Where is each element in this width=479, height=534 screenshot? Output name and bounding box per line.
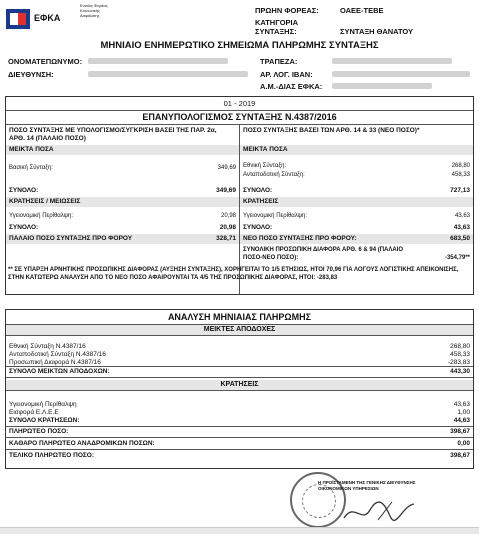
iban-redacted [332,71,470,77]
health-value: 43,63 [453,401,470,408]
new-amount-label: ΝΕΟ ΠΟΣΟ ΣΥΝΤΑΞΗΣ ΠΡΟ ΦΟΡΟΥ: [243,235,357,242]
eae-value: 1,00 [457,409,470,416]
recalc-box [5,96,474,295]
right-gross-total: 727,13 [450,187,470,194]
personal-diff-note: ** ΣΕ ΥΠΑΡΞΗ ΑΡΝΗΤΙΚΗΣ ΠΡΟΣΩΠΙΚΗΣ ΔΙΑΦΟΡΑΣ (ΑΥΞΗΣΗ ΣΥΝΤΑΞΗΣ), ΧΟΡΗΓΕΙΤΑΙ ΤΟ 1/5 ΕΤΗΣΙΩΣ, ΗΤΟΙ 70,96 ΓΙΑ ΛΟΓΟΥΣ ΛΟΓΙΣΤΙΚΗΣ ΑΠΕΙΚΟΝΙΣΗΣ, ΣΤΗΝ ΚΑΤΩΤΕΡΩ ΑΝΑΛΥΣΗ ΑΠΟ ΤΟ ΝΕΟ ΠΟΣΟ ΑΦΑΙΡΟΥΝΤΑΙ ΤΑ 4/5 ΤΗΣ ΠΡΟΣΩΠΙΚΗΣ ΔΙΑΦΟΡΑΣ, ΗΤΟΙ: -283,83 [8,267,459,281]
final-label: ΤΕΛΙΚΟ ΠΛΗΡΩΤΕΟ ΠΟΣΟ: [9,452,95,459]
right-health-label: Υγειονομική Περίθαλψη: [243,213,308,219]
personal-label: Προσωπική Διαφορά Ν.4387/16 [9,359,101,366]
right-gross-label: ΜΕΙΚΤΑ ΠΟΣΑ [243,146,288,153]
page-title: ΜΗΝΙΑΙΟ ΕΝΗΜΕΡΩΤΙΚΟ ΣΗΜΕΙΩΜΑ ΠΛΗΡΩΜΗΣ ΣΥΝΤΑΞΗΣ [100,40,379,51]
deduct-total-label: ΣΥΝΟΛΟ ΚΡΑΤΗΣΕΩΝ: [9,417,80,424]
left-basic-value: 349,69 [217,165,236,171]
category-value: ΣΥΝΤΑΞΗ ΘΑΝΑΤΟΥ [340,27,414,36]
national-label: Εθνική Σύνταξη Ν.4387/16 [9,343,86,350]
category-label: ΚΑΤΗΓΟΡΙΑ ΣΥΝΤΑΞΗΣ: [255,18,299,36]
left-deduct-total: 20,98 [219,224,236,231]
health-label: Υγειονομική Περίθαλψη [9,401,77,408]
eae-label: Εισφορά Ε.Λ.Ε.Ε [9,409,59,416]
diff-value: -354,79** [444,255,470,261]
deduct-total-value: 44,63 [453,417,470,424]
right-head: ΠΟΣΟ ΣΥΝΤΑΞΗΣ ΒΑΣΕΙ ΤΩΝ ΑΡΘ. 14 & 33 (ΝΕΟ ΠΟΣΟ)* [243,127,420,134]
right-deduct-label: ΚΡΑΤΗΣΕΙΣ [243,198,279,205]
old-amount-value: 328,71 [216,235,236,242]
first-body-value: ΟΑΕΕ-ΤΕΒΕ [340,6,384,15]
final-value: 398,67 [450,452,470,459]
period: 01 - 2019 [223,99,256,108]
contrib-value: 458,33 [450,351,470,358]
retro-label: ΚΑΘΑΡΟ ΠΛΗΡΩΤΕΟ ΑΝΑΔΡΟΜΙΚΩΝ ΠΟΣΩΝ: [9,440,155,447]
left-gross-label: ΜΕΙΚΤΑ ΠΟΣΑ [9,146,54,153]
right-deduct-total: 43,63 [453,224,470,231]
address-label: ΔΙΕΥΘΥΝΣΗ: [8,70,54,79]
logo-name: ΕΦΚΑ [34,13,61,23]
first-body-label: ΠΡΩΗΝ ΦΟΡΕΑΣ: [255,6,319,15]
analysis-box [5,309,474,469]
diff-label: ΣΥΝΟΛΙΚΗ ΠΡΟΣΩΠΙΚΗ ΔΙΑΦΟΡΑ ΑΡΘ. 6 & 94 (ΠΑΛΑΙΟ ΠΟΣΟ-ΝΕΟ ΠΟΣΟ): [243,247,404,261]
address-redacted [88,71,248,77]
right-national-value: 268,80 [451,163,470,169]
left-health-label: Υγειονομική Περίθαλψη: [9,213,74,219]
gross-total-label: ΣΥΝΟΛΟ ΜΕΙΚΤΩΝ ΑΠΟΔΟΧΩΝ: [9,368,110,375]
signature-text: Η ΠΡΟΪΣΤΑΜΕΝΗ ΤΗΣ ΓΕΝΙΚΗΣ ΔΙΕΥΘΥΝΣΗΣ ΟΙΚΟΝΟΜΙΚΩΝ ΥΠΗΡΕΣΙΩΝ [318,480,416,491]
left-gross-total-label: ΣΥΝΟΛΟ: [9,187,39,194]
efka-logo-icon [6,9,30,29]
signature [340,498,420,524]
amka-redacted [332,83,432,89]
left-health-value: 20,98 [220,213,236,219]
iban-label: ΑΡ. ΛΟΓ. IBAN: [260,70,313,79]
name-label: ΟΝΟΜΑΤΕΠΩΝΥΜΟ: [8,57,83,66]
first-body-line [255,6,384,15]
national-value: 268,80 [450,343,470,350]
gross-total-value: 443,30 [450,368,470,375]
left-deduct-total-label: ΣΥΝΟΛΟ: [9,224,39,231]
left-basic-label: Βασική Σύνταξη: [9,165,53,171]
gross-title: ΜΕΙΚΤΕΣ ΑΠΟΔΟΧΕΣ [203,326,276,333]
right-contrib-value: 458,33 [451,172,470,178]
right-health-value: 43,63 [454,213,470,219]
right-national-label: Εθνική Σύνταξη: [243,163,287,169]
bank-label: ΤΡΑΠΕΖΑ: [260,57,298,66]
old-amount-label: ΠΑΛΑΙΟ ΠΟΣΟ ΣΥΝΤΑΞΗΣ ΠΡΟ ΦΟΡΟΥ [9,235,133,242]
new-amount-value: 683,50 [450,235,470,242]
left-gross-total: 349,69 [216,187,236,194]
paid-value: 398,67 [450,428,470,435]
contrib-label: Ανταποδοτική Σύνταξη Ν.4387/16 [9,351,106,358]
left-head: ΠΟΣΟ ΣΥΝΤΑΞΗΣ ΜΕ ΥΠΟΛΟΓΙΣΜΟ/ΣΥΓΚΡΙΣΗ ΒΑΣΕΙ ΤΗΣ ΠΑΡ. 2α, ΑΡΘ. 14 (ΠΑΛΑΙΟ ΠΟΣΟ) [9,127,217,142]
efka-logo [6,6,78,32]
right-deduct-total-label: ΣΥΝΟΛΟ: [243,224,273,231]
amka-label: Α.Μ.-ΔΙΑΣ ΕΦΚΑ: [260,82,323,91]
left-deduct-label: ΚΡΑΤΗΣΕΙΣ / ΜΕΙΩΣΕΙΣ [9,198,81,205]
personal-value: -283,83 [447,359,470,366]
right-contrib-label: Ανταποδοτική Σύνταξη: [243,172,305,178]
right-gross-total-label: ΣΥΝΟΛΟ: [243,187,273,194]
retro-value: 0,00 [457,440,470,447]
recalc-title: ΕΠΑΝΥΠΟΛΟΓΙΣΜΟΣ ΣΥΝΤΑΞΗΣ Ν.4387/2016 [142,112,337,122]
paid-label: ΠΛΗΡΩΤΕΟ ΠΟΣΟ: [9,428,69,435]
deduct-title: ΚΡΑΤΗΣΕΙΣ [220,381,259,388]
analysis-title: ΑΝΑΛΥΣΗ ΜΗΝΙΑΙΑΣ ΠΛΗΡΩΜΗΣ [167,312,312,322]
category-line [255,18,413,36]
logo-subtitle: Ενιαίος Φορέας Κοινωνικής Ασφάλισης [80,3,108,18]
bank-redacted [332,58,452,64]
name-redacted [88,58,228,64]
